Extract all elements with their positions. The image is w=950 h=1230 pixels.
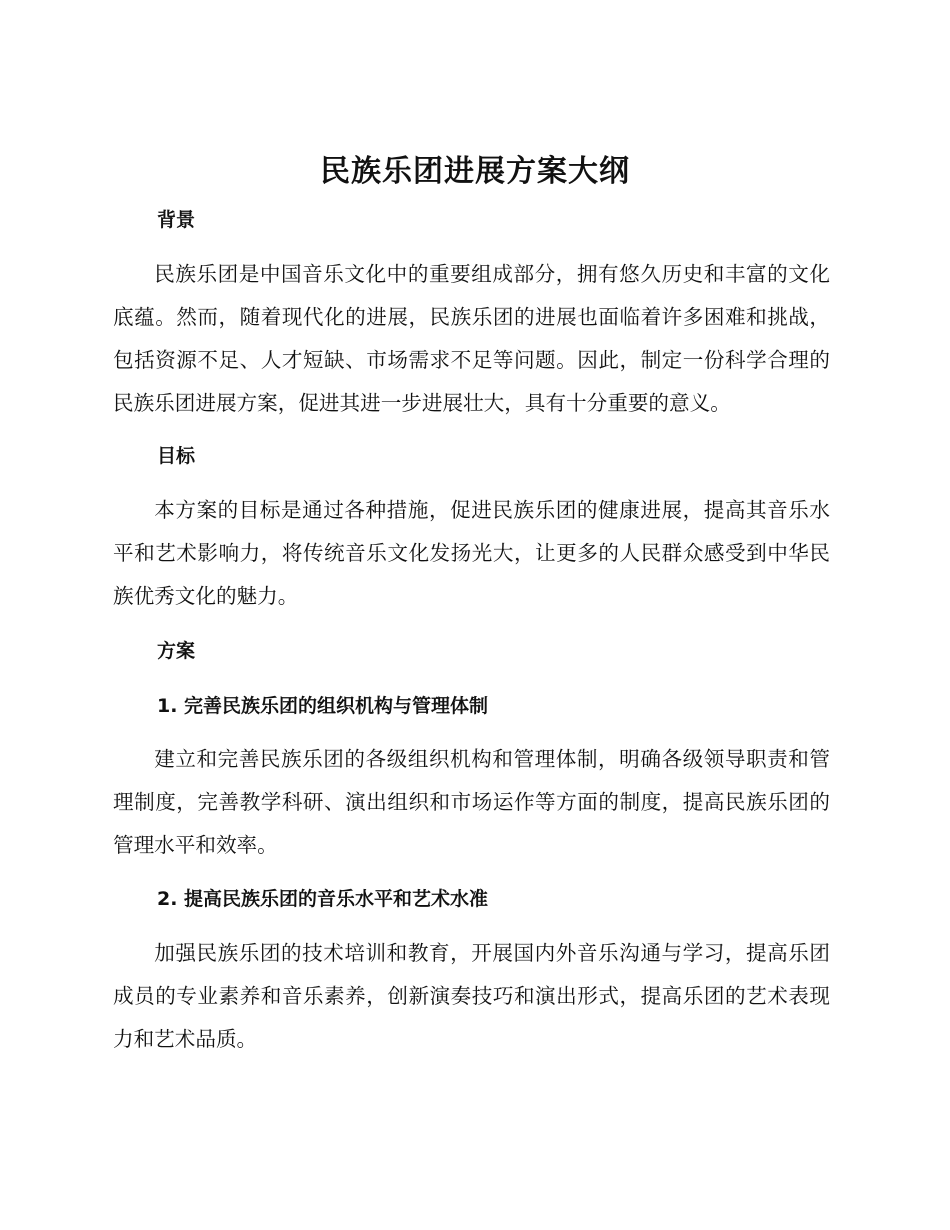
- section-heading-background: 背景: [157, 209, 196, 231]
- section-paragraph-organization: 建立和完善民族乐团的各级组织机构和管理体制，明确各级领导职责和管理制度，完善教学科研、演出组织和市场运作等方面的制度，提高民族乐团的管理水平和效率。: [113, 747, 830, 857]
- section-heading-goal: 目标: [157, 445, 196, 467]
- section-paragraph-goal: 本方案的目标是通过各种措施，促进民族乐团的健康进展，提高其音乐水平和艺术影响力，将传统音乐文化发扬光大，让更多的人民群众感受到中华民族优秀文化的魅力。: [113, 498, 830, 608]
- section-heading-organization: 1. 完善民族乐团的组织机构与管理体制: [157, 695, 489, 717]
- document-title: 民族乐团进展方案大纲: [320, 154, 630, 189]
- section-paragraph-artistry: 加强民族乐团的技术培训和教育，开展国内外音乐沟通与学习，提高乐团成员的专业素养和音乐素养，创新演奏技巧和演出形式，提高乐团的艺术表现力和艺术品质。: [113, 941, 830, 1051]
- section-heading-artistry: 2. 提高民族乐团的音乐水平和艺术水准: [157, 888, 489, 910]
- section-heading-plan: 方案: [157, 640, 196, 662]
- section-paragraph-background: 民族乐团是中国音乐文化中的重要组成部分，拥有悠久历史和丰富的文化底蕴。然而，随着现代化的进展，民族乐团的进展也面临着许多困难和挑战，包括资源不足、人才短缺、市场需求不足等问题。因此，制定一份科学合理的民族乐团进展方案，促进其进一步进展壮大，具有十分重要的意义。: [113, 262, 830, 415]
